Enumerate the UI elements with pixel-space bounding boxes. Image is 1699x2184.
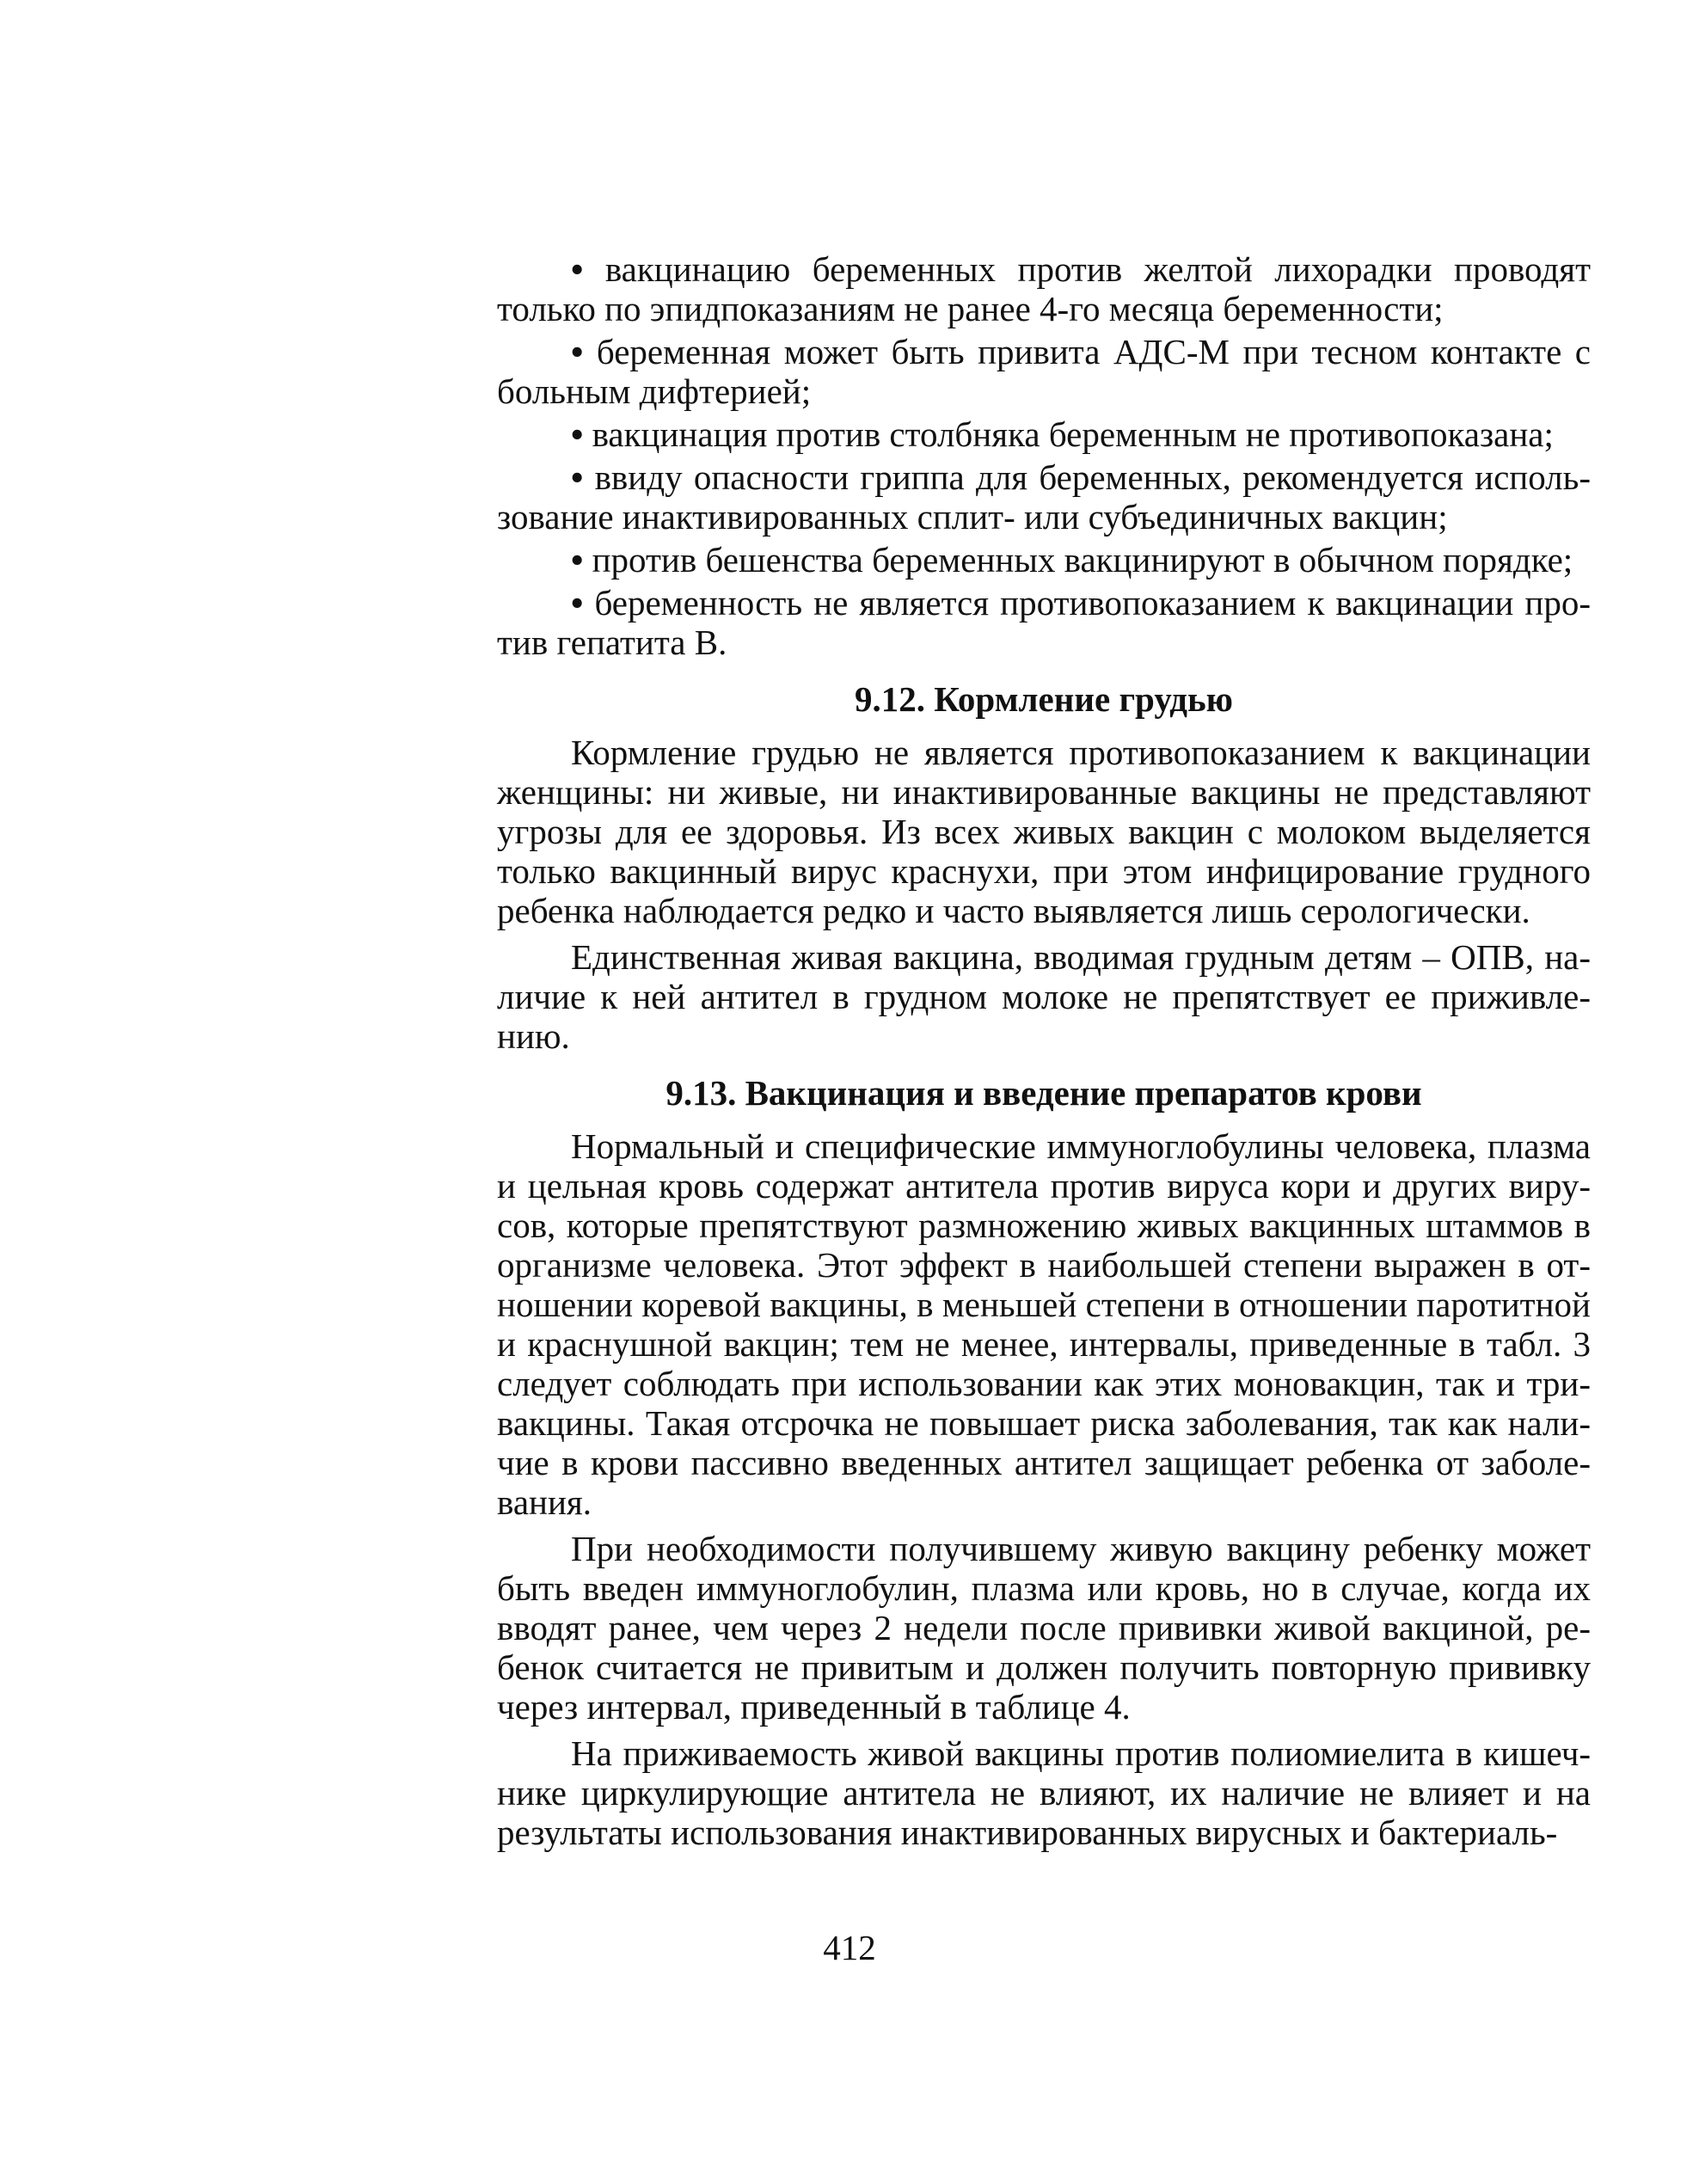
bullet-item: • ввиду опасности гриппа для беременных, рекомендуется использование инактивированных сплит- или субъединичных вакцин;: [497, 457, 1591, 537]
bullet-icon: •: [571, 249, 584, 289]
bullet-icon: •: [571, 414, 584, 454]
section-heading-9-12: 9.12. Кормление грудью: [855, 679, 1233, 719]
paragraph: Кормление грудью не является противопоказанием к вакцинации женщины: ни живые, ни инактивированные вакцины не представляют угрозы для ее здоровья. Из всех живых вакцин с молоком выделяется только вакцинный вирус краснухи, при этом инфицирование грудного ребенка наблюдается редко и часто выявляется лишь серологически.: [497, 733, 1591, 930]
page-body: [497, 249, 1591, 1852]
paragraph: Единственная живая вакцина, вводимая грудным детям – ОПВ, наличие к ней антител в грудном молоке не препятствует ее приживлению.: [497, 937, 1591, 1056]
bullet-item: • вакцинация против столбняка беременным не противопоказана;: [571, 414, 1554, 454]
paragraph: На приживаемость живой вакцины против полиомиелита в кишечнике циркулирующие антитела не влияют, их наличие не влияет и на результаты использования инактивированных вирусных и бактериаль-: [497, 1733, 1591, 1852]
bullet-icon: •: [571, 332, 584, 371]
bullet-item: • против бешенства беременных вакцинируют в обычном порядке;: [571, 540, 1573, 580]
paragraph: Нормальный и специфические иммуноглобулины человека, плазма и цельная кровь содержат антитела против вируса кори и других вирусов, которые препятствуют размножению живых вакцинных штаммов в организме человека. Этот эффект в наибольшей степени выражен в отношении коревой вакцины, в меньшей степени в отношении паротитной и краснушной вакцин; тем не менее, интервалы, приведенные в табл. 3 следует соблюдать при использовании как этих моновакцин, так и тривакцины. Такая отсрочка не повышает риска заболевания, так как наличие в крови пассивно введенных антител защищает ребенка от заболевания.: [497, 1126, 1591, 1522]
bullet-icon: •: [571, 540, 584, 580]
paragraph: При необходимости получившему живую вакцину ребенку может быть введен иммуноглобулин, плазма или кровь, но в случае, когда их вводят ранее, чем через 2 недели после прививки живой вакциной, ребенок считается не привитым и должен получить повторную прививку через интервал, приведенный в таблице 4.: [497, 1529, 1591, 1727]
bullet-icon: •: [571, 583, 584, 623]
bullet-icon: •: [571, 457, 584, 497]
bullet-item: • вакцинацию беременных против желтой лихорадки проводят только по эпидпоказаниям не ранее 4-го месяца беременности;: [497, 249, 1592, 328]
section-heading-9-13: 9.13. Вакцинация и введение препаратов крови: [665, 1073, 1422, 1113]
bullet-item: • беременная может быть привита АДС-М при тесном контакте с больным дифтерией;: [497, 332, 1591, 411]
bullet-item: • беременность не является противопоказанием к вакцинации против гепатита В.: [497, 583, 1591, 662]
page-number: 412: [823, 1928, 876, 1967]
